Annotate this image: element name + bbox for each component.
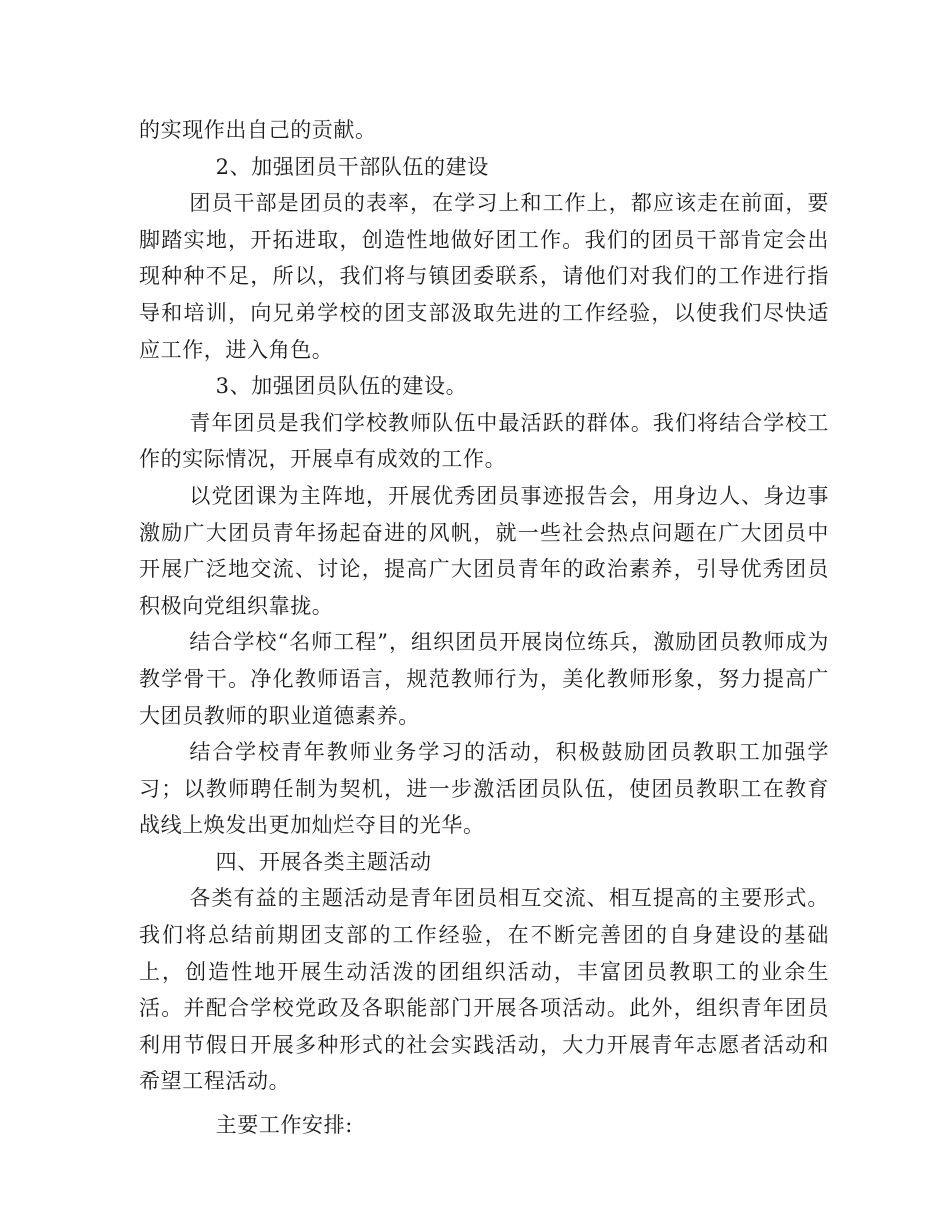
paragraph-party-lessons: 以党团课为主阵地，开展优秀团员事迹报告会，用身边人、身边事激励广大团员青年扬起奋进的风帆，就一些社会热点问题在广大团员中开展广泛地交流、讨论，提高广大团员青年的政治素养，引导优秀团员积极向党组织靠拢。 [139,483,829,618]
section-heading-member-team: 3、加强团员队伍的建设。 [215,374,468,399]
paragraph-cadre-role: 团员干部是团员的表率，在学习上和工作上，都应该走在前面，要脚踏实地，开拓进取，创造性地做好团工作。我们的团员干部肯定会出现种种不足，所以，我们将与镇团委联系，请他们对我们的工作进行指导和培训，向兄弟学校的团支部汲取先进的工作经验，以使我们尽快适应工作，进入角色。 [139,191,829,362]
section-heading-cadre-team: 2、加强团员干部队伍的建设 [215,154,489,179]
paragraph-continuation: 的实现作出自己的贡献。 [139,118,377,142]
paragraph-famous-teacher: 结合学校“名师工程”，组织团员开展岗位练兵，激励团员教师成为教学骨干。净化教师语言，规范教师行为，美化教师形象，努力提高广大团员教师的职业道德素养。 [139,630,829,728]
section-heading-theme-activities: 四、开展各类主题活动 [215,849,432,874]
section-heading-work-arrangement: 主要工作安排: [215,1113,353,1138]
paragraph-young-members: 青年团员是我们学校教师队伍中最活跃的群体。我们将结合学校工作的实际情况，开展卓有成效的工作。 [139,410,829,472]
paragraph-business-study: 结合学校青年教师业务学习的活动，积极鼓励团员教职工加强学习；以教师聘任制为契机，进一步激活团员队伍，使团员教职工在教育战线上焕发出更加灿烂夺目的光华。 [139,740,829,838]
document-body [139,112,829,1144]
paragraph-theme-activities: 各类有益的主题活动是青年团员相互交流、相互提高的主要形式。我们将总结前期团支部的工作经验，在不断完善团的自身建设的基础上，创造性地开展生动活泼的团组织活动，丰富团员教职工的业余生活。并配合学校党政及各职能部门开展各项活动。此外，组织青年团员利用节假日开展多种形式的社会实践活动，大力开展青年志愿者活动和希望工程活动。 [139,886,829,1094]
